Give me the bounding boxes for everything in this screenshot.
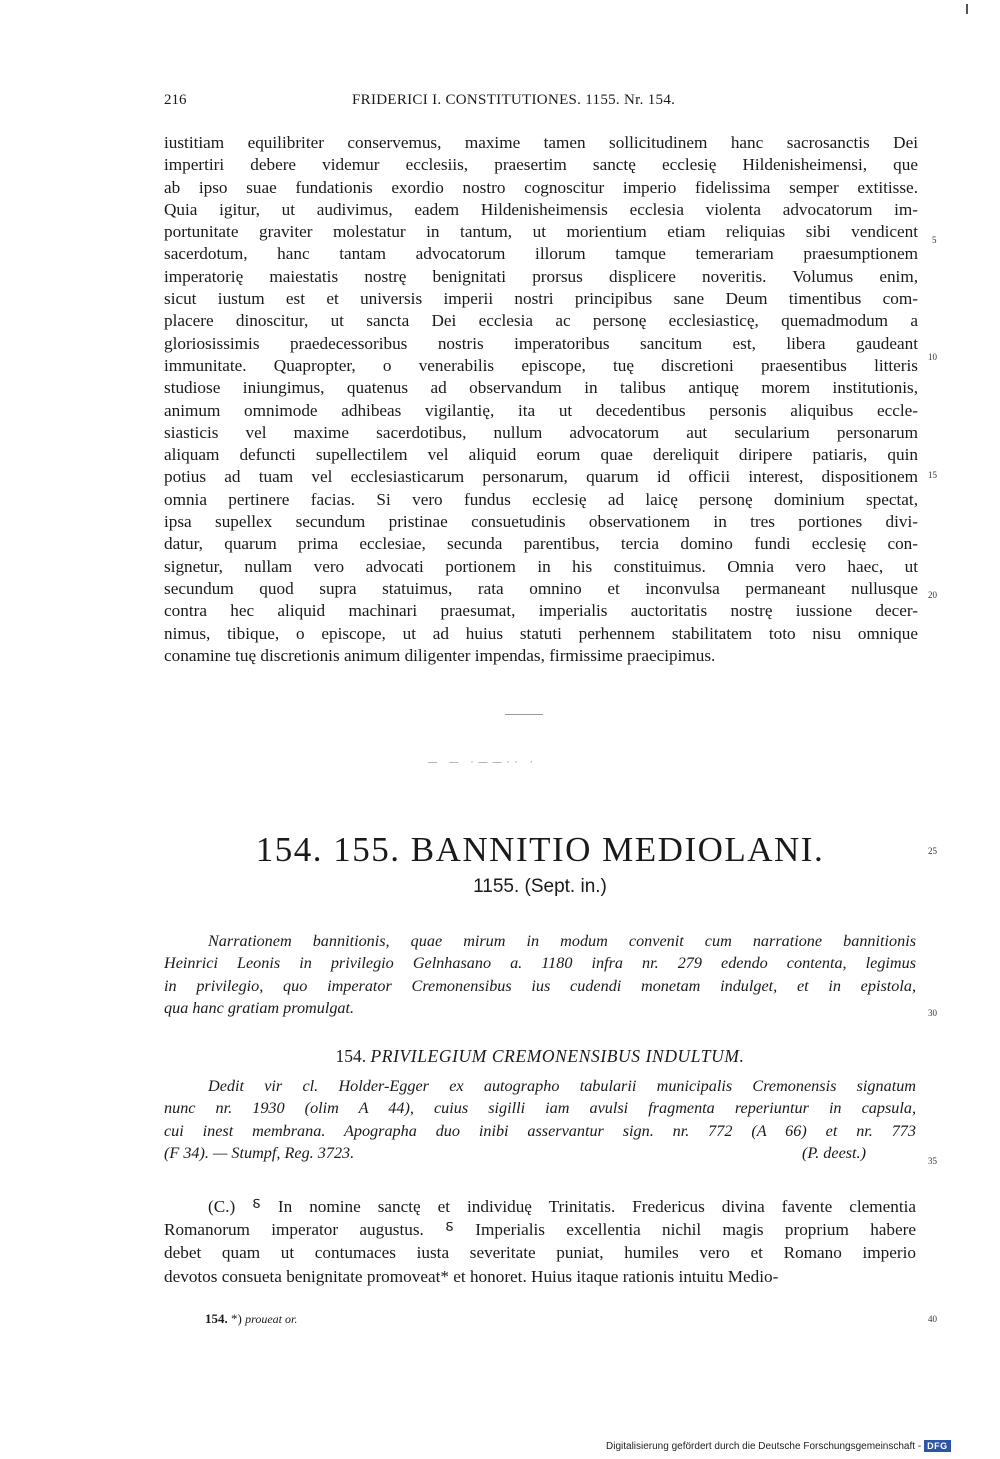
text-line: sacerdotum, hanc tantam advocatorum illorum tamque temerariam praesumptionem — [164, 244, 918, 264]
text-line: omnia pertinere facias. Si vero fundus ecclesię ad laicę personę dominium spectat, — [164, 489, 918, 509]
section-title: 154. 155. BANNITIO MEDIOLANI. — [255, 830, 825, 869]
text-line: siasticis vel maxime sacerdotibus, nullum advocatorum aut secularium personarum — [164, 422, 918, 442]
text-line: qua hanc gratiam promulgat. — [164, 998, 355, 1017]
text-line: potius ad tuam vel ecclesiasticarum personarum, quarum id officii interest, dispositionem — [164, 467, 918, 487]
text-line: gloriosissimis praedecessoribus nostris imperatoribus sancitum est, libera gaudeant — [164, 333, 918, 353]
separator: — — ·——·· · — [428, 757, 538, 767]
text-line: nimus, tibique, o episcope, ut ad huius statuti perhennem stabilitatem toto nisu omnique — [164, 623, 918, 643]
text-line: contra hec aliquid machinari praesumat, imperialis auctoritatis nostrę iussione decer- — [164, 601, 918, 621]
dfg-logo: DFG — [924, 1440, 951, 1452]
line-number: 5 — [932, 235, 937, 245]
text-line: Heinrici Leonis in privilegio Gelnhasano a. 1180 infra nr. 279 edendo contenta, legimus — [164, 954, 916, 973]
page-number: 216 — [164, 92, 187, 108]
running-header — [164, 92, 918, 112]
text-line: sicut iustum est et universis imperii nostri principibus sane Deum timentibus com- — [164, 289, 918, 309]
section-date: 1155. (Sept. in.) — [473, 876, 607, 897]
text-line: portunitate graviter molestatur in tantum, ut morientium etiam reliquias sibi vendicent — [164, 222, 918, 242]
text-line: in privilegio, quo imperator Cremonensibus ius cudendi monetam indulget, et in epistola, — [164, 976, 916, 995]
text-line: (C.) ⸹ In nomine sanctę et individuę Trinitatis. Fredericus divina favente clementia — [208, 1197, 916, 1216]
document-title: PRIVILEGIUM CREMONENSIBUS INDULTUM. — [370, 1046, 745, 1066]
footer-text: Digitalisierung gefördert durch die Deutsche Forschungsgemeinschaft - — [606, 1441, 922, 1452]
text-line: studiose iniungimus, quatenus ad observandum in talibus antiquę morem institutionis, — [164, 378, 918, 398]
text-line: devotos consueta benignitate promoveat* et honoret. Huius itaque rationis intuitu Medio- — [164, 1266, 779, 1286]
text-line: (F 34). — Stumpf, Reg. 3723. — [164, 1143, 355, 1162]
text-line: nunc nr. 1930 (olim A 44), cuius sigilli iam avulsi fragmenta reperiuntur in capsula, — [164, 1099, 916, 1118]
text-line: secundum quod supra statuimus, rata omnino et inconvulsa permaneant nullusque — [164, 578, 918, 598]
text-line: debet quam ut contumaces iusta severitate puniat, humiles vero et Romano imperio — [164, 1243, 916, 1263]
body-text — [164, 132, 918, 667]
editorial-note — [164, 930, 916, 1019]
footnote-mark: *) — [231, 1311, 242, 1326]
text-line: impertiri debere videmur ecclesiis, praesertim sanctę ecclesię Hildenisheimensi, que — [164, 155, 918, 175]
running-title: FRIDERICI I. CONSTITUTIONES. 1155. Nr. 154. — [352, 92, 676, 108]
source-edition-note: (P. deest.) — [802, 1143, 866, 1162]
text-line: cui inest membrana. Apographa duo inibi asservantur sign. nr. 772 (A 66) et nr. 773 — [164, 1121, 916, 1140]
source-description — [164, 1075, 916, 1164]
line-number: 40 — [928, 1314, 937, 1324]
line-number: 25 — [928, 846, 937, 856]
text-line: ab ipso suae fundationis exordio nostro cognoscitur imperio fidelissima semper extitisse. — [164, 177, 918, 197]
line-number: 10 — [928, 352, 937, 362]
section-rule — [505, 714, 543, 715]
text-line: ipsa supellex secundum pristinae consuetudinis observationem in tres portiones divi- — [164, 512, 918, 532]
line-number: 15 — [928, 470, 937, 480]
scan-mark — [966, 4, 968, 14]
text-line: Romanorum imperator augustus. ⸹ Imperialis excellentia nichil magis proprium habere — [164, 1220, 916, 1240]
text-line: Quia igitur, ut audivimus, eadem Hildenisheimensis ecclesia violenta advocatorum im- — [164, 199, 918, 219]
text-line: immunitate. Quapropter, o venerabilis episcope, tuę discretioni praesentibus litteris — [164, 355, 918, 375]
text-line: signetur, nullam vero advocati portionem in his constituimus. Omnia vero haec, ut — [164, 556, 918, 576]
footer-credit — [606, 1440, 996, 1452]
text-line: iustitiam equilibriter conservemus, maxime tamen sollicitudinem hanc sacrosanctis Dei — [164, 133, 918, 152]
text-line: imperatorię maiestatis nostrę benignitati prorsus displicere noveritis. Volumus enim, — [164, 266, 918, 286]
document-heading — [164, 1046, 916, 1067]
text-line: conamine tuę discretionis animum diligenter impendas, firmissime praecipimus. — [164, 645, 716, 665]
line-number: 35 — [928, 1156, 937, 1166]
text-line: animum omnimode adhibeas vigilantię, ita ut decedentibus personis aliquibus eccle- — [164, 400, 918, 420]
footnote-text: proueat or. — [245, 1312, 298, 1326]
text-line: aliquam defuncti supellectilem vel aliquid eorum quae dereliquit diripere patiaris, quin — [164, 445, 918, 465]
line-number: 20 — [928, 590, 937, 600]
text-line: Narrationem bannitionis, quae mirum in modum convenit cum narratione bannitionis — [208, 932, 916, 950]
footnote — [205, 1311, 297, 1327]
text-line: placere dinoscitur, ut sancta Dei ecclesia ac personę ecclesiasticę, quemadmodum a — [164, 311, 918, 331]
line-number: 30 — [928, 1008, 937, 1018]
footnote-ref: 154. — [205, 1311, 228, 1326]
document-text — [164, 1195, 916, 1288]
document-number: 154. — [335, 1046, 367, 1066]
text-line: datur, quarum prima ecclesiae, secunda parentibus, tercia domino fundi ecclesię con- — [164, 534, 918, 554]
text-line: Dedit vir cl. Holder-Egger ex autographo tabularii municipalis Cremonensis signatum — [208, 1077, 916, 1095]
